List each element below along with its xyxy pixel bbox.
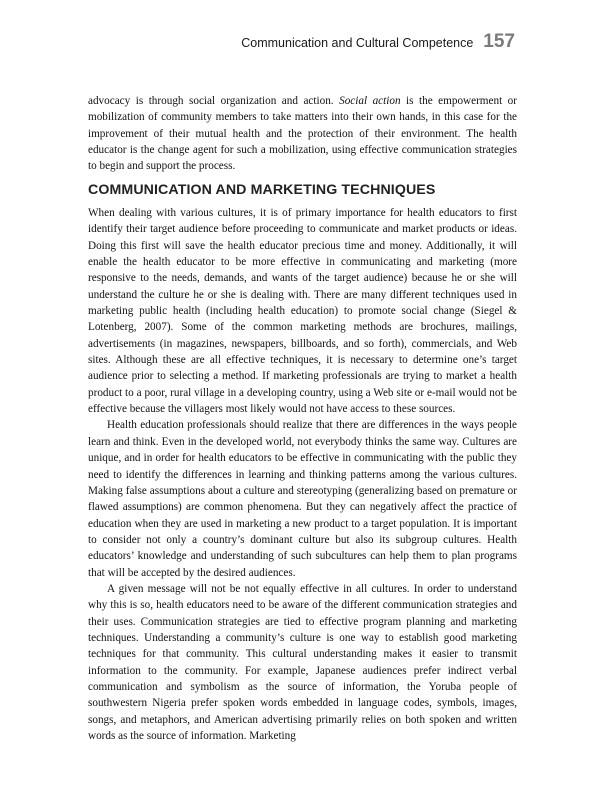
section-paragraph-3: A given message will not be not equally effective in all cultures. In order to understand why this is so, health educators need to be aware of the different communication strategies and their uses. Communication strategies are tied to effective program planning and marketing techniques. Understanding a community’s culture is one way to establish good marketing techniques for that community. This cultural understanding makes it easier to transmit information to the community. For example, Japanese audiences prefer indirect verbal communication and symbolism as the source of information, the Yoruba people of southwestern Nigeria prefer spoken words embedded in language codes, symbols, images, songs, and metaphors, and American advertising primarily relies on both spoken and written words as the source of information. Marketing bbox=[88, 582, 517, 742]
section-paragraph-1: When dealing with various cultures, it is of primary importance for health educators to first identify their target audience before proceeding to communicate and market products or ideas. Doing this first will save the health educator precious time and money. Additionally, it will enable the health educator to be more effective in communicating and marketing (more responsive to the needs, demands, and wants of the target audience) because he or she will understand the culture he or she is dealing with. There are many different techniques used in marketing public health (including health education) to promote social change (Siegel & Lotenberg, 2007). Some of the common marketing methods are brochures, mailings, advertisements (in magazines, newspapers, billboards, and so forth), commercials, and Web sites. Although these are all effective techniques, it is necessary to determine one’s target audience prior to selecting a method. If marketing professionals are trying to market a health product to a poor, rural village in a developing country, using a Web site or e-mail would not be effective because the villagers most likely would not have access to these sources. bbox=[88, 207, 517, 416]
running-header bbox=[241, 31, 515, 53]
intro-text-end: is the empowerment or mobilization of community members to take matters into their own hands, in this case for the improvement of their mutual health and the protection of their environment. The health educator is the change agent for such a mobilization, using effective communication strategies to begin and support the process. bbox=[88, 95, 517, 173]
social-action-term: Social action bbox=[339, 95, 401, 107]
running-title: Communication and Cultural Competence bbox=[241, 36, 474, 50]
intro-paragraph bbox=[88, 93, 517, 175]
section-body bbox=[88, 205, 517, 744]
intro-text-start: advocacy is through social organization and action. bbox=[88, 95, 340, 107]
section-paragraph-2: Health education professionals should realize that there are differences in the ways people learn and think. Even in the developed world, not everybody thinks the same way. Cultures are unique, and in order for health educators to be effective in communicating with the public they need to identify the differences in learning and thinking patterns among the various cultures. Making false assumptions about a culture and stereotyping (generalizing based on premature or flawed assumptions) are common phenomena. But they can negatively affect the practice of education when they are used in marketing a new product to a target population. It is important to consider not only a country’s dominant culture but also its subgroup cultures. Health educators’ knowledge and understanding of such subcultures can help them to plan programs that will be accepted by the desired audiences. bbox=[88, 419, 517, 579]
page-number: 157 bbox=[483, 31, 515, 52]
section-heading: COMMUNICATION AND MARKETING TECHNIQUES bbox=[88, 182, 436, 198]
